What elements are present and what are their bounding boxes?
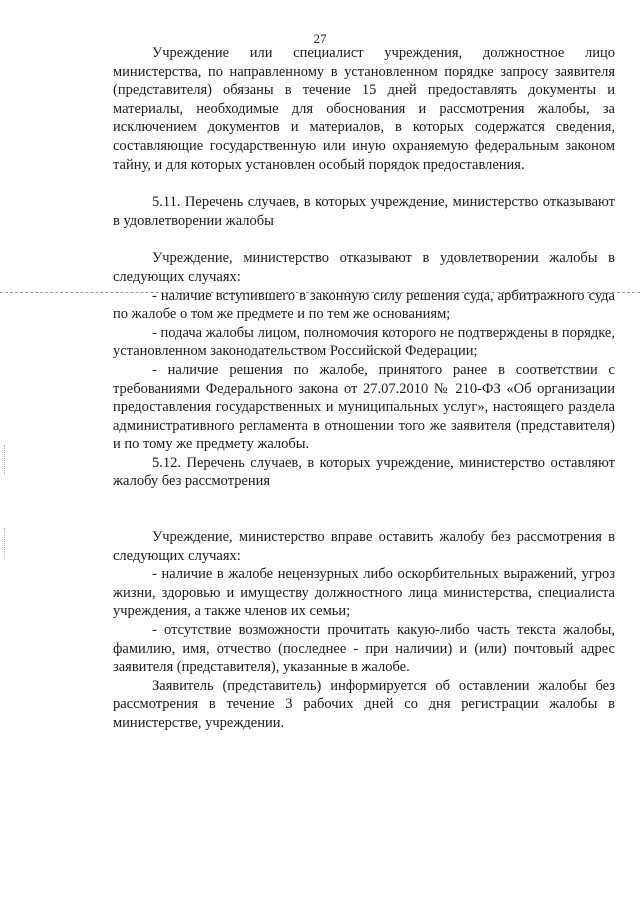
- list-item-unreadable-text: - отсутствие возможности прочитать какую-либо часть текста жалобы, фамилию, имя, отчество (последнее - при наличии) и (или) почтовый адрес заявителя (представителя), указанные в жалобе.: [113, 622, 615, 676]
- list-item-unconfirmed-authority: - подача жалобы лицом, полномочия которого не подтверждены в порядке, установленном законодательством Российской Федерации;: [113, 324, 615, 360]
- list-item-offensive-language: - наличие в жалобе нецензурных либо оскорбительных выражений, угроз жизни, здоровью и имуществу должностного лица министерства, специалиста учреждения, а также членов их семьи;: [113, 566, 615, 620]
- section-heading-5-11: 5.11. Перечень случаев, в которых учреждение, министерство отказывают в удовлетворении жалобы: [113, 194, 615, 229]
- scan-edge-mark: [4, 445, 6, 475]
- document-body: [113, 44, 615, 733]
- paragraph-applicant-notification: Заявитель (представитель) информируется об оставлении жалобы без рассмотрения в течение 3 рабочих дней со дня регистрации жалобы в министерстве, учреждении.: [113, 677, 615, 731]
- paragraph-no-review-intro: Учреждение, министерство вправе оставить жалобу без рассмотрения в следующих случаях:: [113, 529, 615, 564]
- page-number: 27: [313, 31, 327, 46]
- section-heading-5-12: 5.12. Перечень случаев, в которых учреждение, министерство оставляют жалобу без рассмотрения: [113, 454, 615, 490]
- list-item-prior-decision: - наличие решения по жалобе, принятого ранее в соответствии с требованиями Федерального закона от 27.07.2010 № 210-ФЗ «Об организации предоставления государственных и муниципальных услуг», настоящего раздела административного регламента в отношении того же заявителя (представителя) и по тому же предмету жалобы.: [113, 361, 615, 453]
- list-item-court-decision: - наличие вступившего в законную силу решения суда, арбитражного суда по жалобе о том же предмете и по тем же основаниям;: [113, 287, 615, 323]
- paragraph-refusal-intro: Учреждение, министерство отказывают в удовлетворении жалобы в следующих случаях:: [113, 250, 615, 285]
- paragraph-document-request: Учреждение или специалист учреждения, должностное лицо министерства, по направленному в установленном порядке запросу заявителя (представителя) обязаны в течение 15 дней предоставлять документы и материалы, необходимые для обоснования и рассмотрения жалобы, за исключением документов и материалов, в которых содержатся сведения, составляющие государственную или иную охраняемую федеральным законом тайну, и для которых установлен особый порядок предоставления.: [113, 45, 615, 173]
- scan-edge-mark: [4, 528, 6, 558]
